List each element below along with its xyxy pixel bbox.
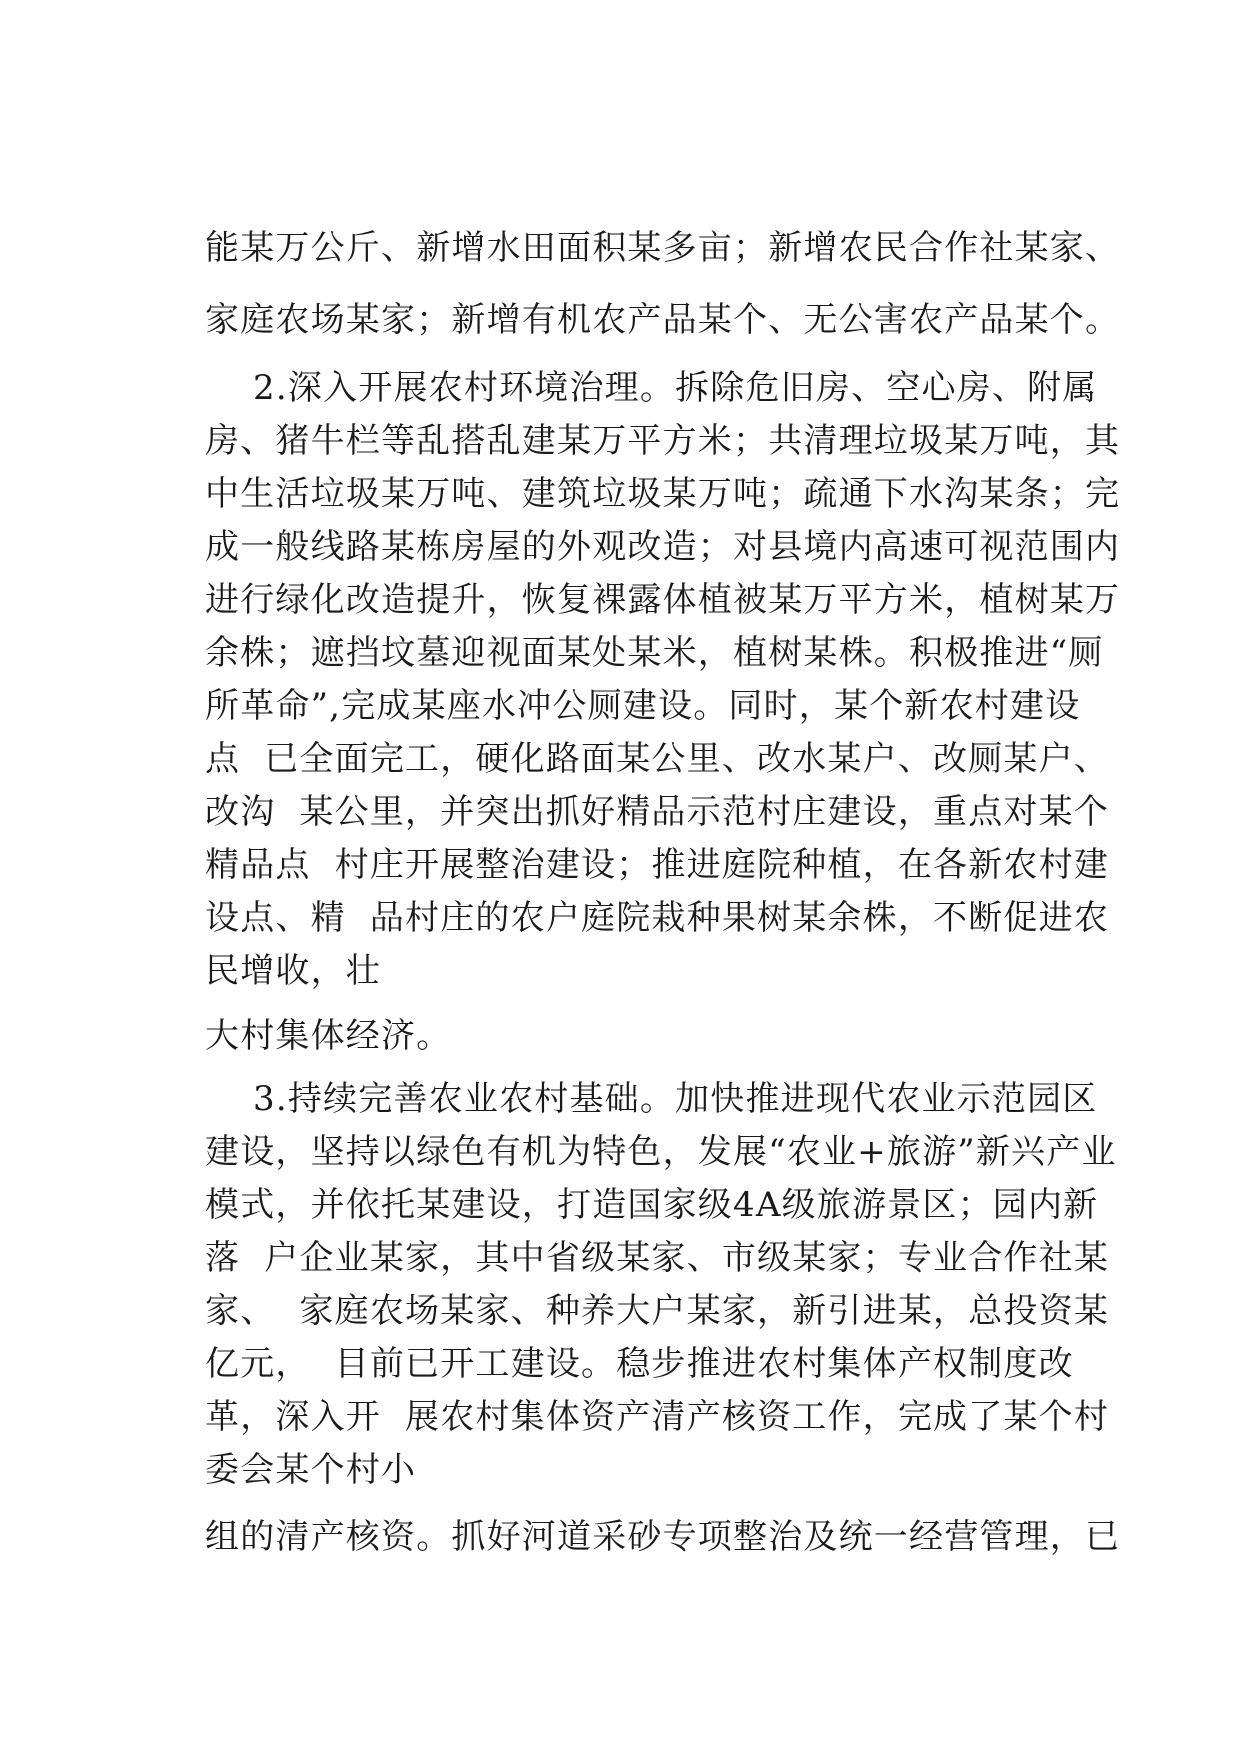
text-line-4: 房、猪牛栏等乱搭乱建某万平方米；共清理垃圾某万吨，其: [205, 421, 1121, 461]
text-line-15: 大村集体经济。: [205, 1016, 452, 1056]
text-line-5: 中生活垃圾某万吨、建筑垃圾某万吨；疏通下水沟某条；完: [205, 474, 1121, 514]
paragraph-3-start: 3.持续完善农业农村基础。加快推进现代农业示范园区: [205, 1079, 1098, 1119]
text-line-11: 改沟 某公里，并突出抓好精品示范村庄建设，重点对某个: [205, 792, 1110, 832]
text-line-14: 民增收，壮: [205, 951, 381, 991]
text-line-2: 家庭农场某家；新增有机农产品某个、无公害农产品某个。: [205, 300, 1121, 340]
text-line-21: 亿元， 目前已开工建设。稳步推进农村集体产权制度改: [205, 1344, 1074, 1384]
text-line-24: 组的清产核资。抓好河道采砂专项整治及统一经营管理，已: [205, 1517, 1121, 1557]
text-line-22: 革，深入开 展农村集体资产清产核资工作，完成了某个村: [205, 1397, 1110, 1437]
text-line-17: 建设，坚持以绿色有机为特色，发展“农业+旅游”新兴产业: [205, 1132, 1117, 1172]
text-line-9: 所革命”,完成某座水冲公厕建设。同时，某个新农村建设: [205, 686, 1081, 726]
text-line-1: 能某万公斤、新增水田面积某多亩；新增农民合作社某家、: [205, 228, 1121, 268]
text-line-23: 委会某个村小: [205, 1450, 417, 1490]
text-line-19: 落 户企业某家，其中省级某家、市级某家；专业合作社某: [205, 1238, 1110, 1278]
paragraph-2-start: 2.深入开展农村环境治理。拆除危旧房、空心房、附属: [205, 368, 1098, 408]
text-line-6: 成一般线路某栋房屋的外观改造；对县境内高速可视范围内: [205, 527, 1121, 567]
text-line-7: 进行绿化改造提升，恢复裸露体植被某万平方米，植树某万: [205, 580, 1121, 620]
text-line-8: 余株；遮挡坟墓迎视面某处某米，植树某株。积极推进“厕: [205, 633, 1104, 673]
text-line-18: 模式，并依托某建设，打造国家级4A级旅游景区；园内新: [205, 1185, 1099, 1225]
text-line-13: 设点、精 品村庄的农户庭院栽种果树某余株，不断促进农: [205, 898, 1110, 938]
text-line-12: 精品点 村庄开展整治建设；推进庭院种植，在各新农村建: [205, 845, 1110, 885]
text-line-10: 点 已全面完工，硬化路面某公里、改水某户、改厕某户、: [205, 739, 1110, 779]
text-line-20: 家、 家庭农场某家、种养大户某家，新引进某，总投资某: [205, 1291, 1110, 1331]
